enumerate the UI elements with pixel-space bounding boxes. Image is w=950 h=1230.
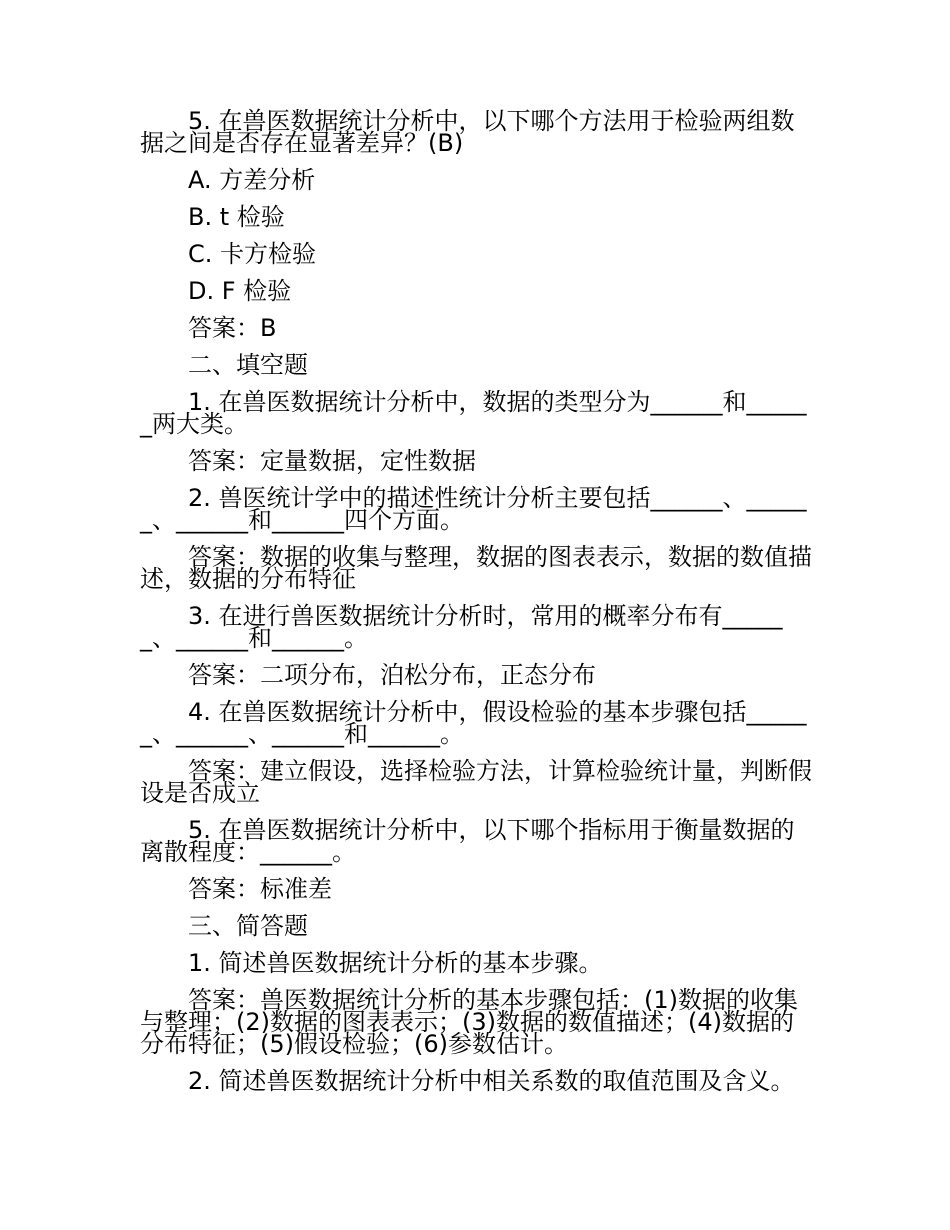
section-heading-fill-in: 二、填空题 [188, 351, 308, 379]
short-question-1: 1. 简述兽医数据统计分析的基本步骤。 [188, 949, 603, 977]
document-body [140, 104, 812, 1101]
short-question-2: 2. 简述兽医数据统计分析中相关系数的取值范围及含义。 [188, 1067, 795, 1095]
fill-question-4: 4. 在兽医数据统计分析中，假设检验的基本步骤包括______、______、______和______。 [140, 698, 807, 748]
answer-text: 答案：定量数据，定性数据 [188, 447, 476, 475]
answer-text: 答案：兽医数据统计分析的基本步骤包括：(1)数据的收集与整理；(2)数据的图表表示；(3)数据的数值描述；(4)数据的分布特征；(5)假设检验；(6)参数估计。 [140, 986, 798, 1058]
answer-text: 答案：标准差 [188, 875, 332, 903]
option-c: C. 卡方检验 [188, 240, 317, 268]
section-heading-short-answer: 三、简答题 [188, 912, 308, 940]
option-b: B. t 检验 [188, 203, 285, 231]
fill-question-3: 3. 在进行兽医数据统计分析时，常用的概率分布有______、______和______。 [140, 602, 783, 652]
answer-text: 答案：二项分布，泊松分布，正态分布 [188, 661, 596, 689]
option-d: D. F 检验 [188, 277, 292, 305]
question-5-stem: 5. 在兽医数据统计分析中，以下哪个方法用于检验两组数据之间是否存在显著差异？(B) [140, 107, 795, 157]
fill-question-2: 2. 兽医统计学中的描述性统计分析主要包括______、______、______和______四个方面。 [140, 484, 807, 534]
answer-text: 答案：建立假设，选择检验方法，计算检验统计量，判断假设是否成立 [140, 757, 812, 807]
answer-text: 答案：B [188, 314, 277, 342]
answer-text: 答案：数据的收集与整理，数据的图表表示，数据的数值描述，数据的分布特征 [140, 543, 812, 593]
fill-question-1: 1. 在兽医数据统计分析中，数据的类型分为______和______两大类。 [140, 388, 807, 438]
option-a: A. 方差分析 [188, 166, 316, 194]
fill-question-5: 5. 在兽医数据统计分析中，以下哪个指标用于衡量数据的离散程度：______。 [140, 816, 795, 866]
